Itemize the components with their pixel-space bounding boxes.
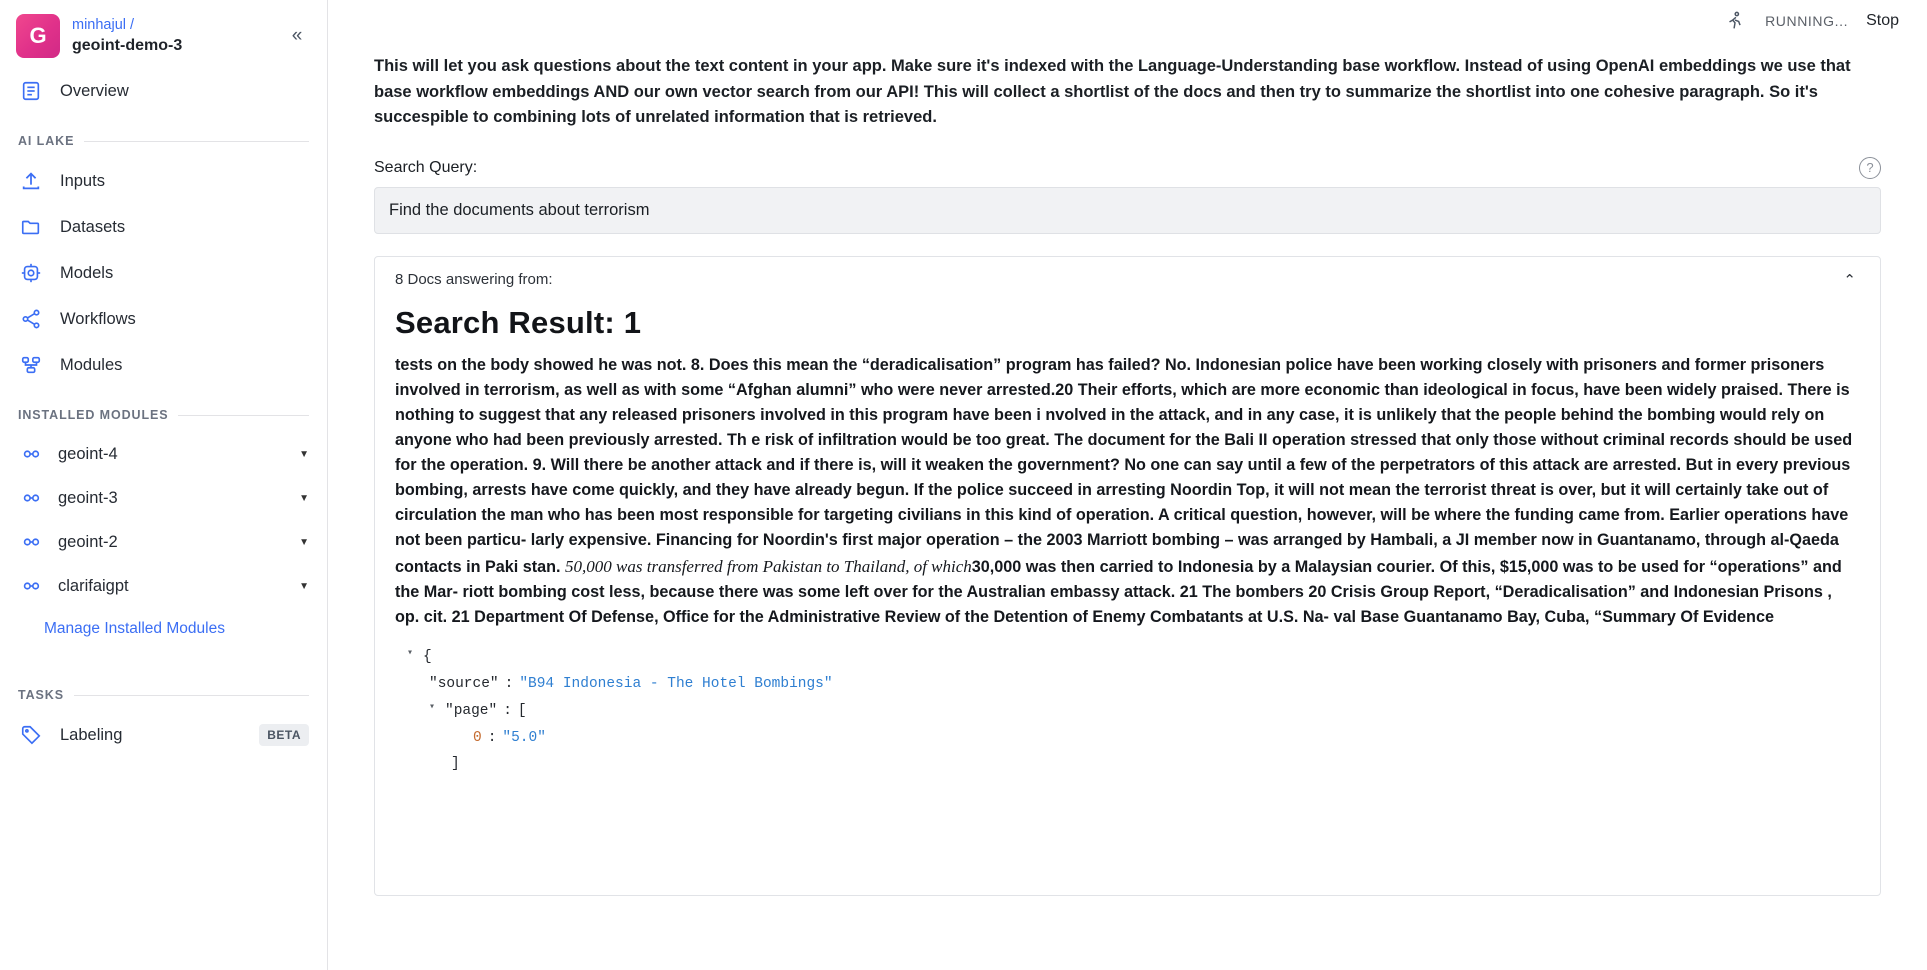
json-value-page-0: "5.0" <box>502 729 546 746</box>
module-item-geoint-2[interactable] <box>0 520 327 564</box>
module-icon <box>18 441 44 467</box>
run-status-text: RUNNING... <box>1765 13 1849 29</box>
module-icon <box>18 485 44 511</box>
section-tasks-label: TASKS <box>18 688 64 702</box>
sidebar-item-overview-label: Overview <box>60 81 129 100</box>
json-row-page[interactable] <box>407 698 1860 725</box>
topbar <box>328 0 1927 34</box>
json-array-open: [ <box>517 702 527 719</box>
workflow-icon <box>18 306 44 332</box>
json-viewer <box>375 630 1880 778</box>
folder-icon <box>18 214 44 240</box>
module-icon <box>18 573 44 599</box>
sidebar-item-overview[interactable] <box>0 68 327 114</box>
content <box>328 34 1927 896</box>
search-results-panel <box>374 256 1881 896</box>
triangle-toggle-icon[interactable]: ▾ <box>407 648 414 660</box>
main-area <box>328 0 1927 970</box>
project-name[interactable]: geoint-demo-3 <box>72 37 183 55</box>
json-colon: : <box>503 702 512 719</box>
chevron-down-icon[interactable]: ▼ <box>299 448 309 460</box>
json-row-page-item <box>407 725 1860 752</box>
sidebar-item-modules[interactable] <box>0 342 327 388</box>
sidebar-item-workflows[interactable] <box>0 296 327 342</box>
json-array-close: ] <box>451 756 460 773</box>
json-root-row[interactable] <box>407 644 1860 671</box>
module-item-geoint-4-label: geoint-4 <box>58 444 118 463</box>
search-field-header <box>374 157 1881 179</box>
json-index-0: 0 <box>473 729 482 746</box>
json-colon: : <box>504 675 514 692</box>
section-ai-lake <box>0 134 327 148</box>
module-item-clarifaigpt-label: clarifaigpt <box>58 576 129 595</box>
docs-count-label: 8 Docs answering from: <box>395 271 553 289</box>
help-icon[interactable]: ? <box>1859 157 1881 179</box>
module-item-geoint-4[interactable] <box>0 432 327 476</box>
json-key-source: "source" <box>429 675 499 692</box>
sidebar-item-datasets-label: Datasets <box>60 217 126 236</box>
sidebar-item-inputs-label: Inputs <box>60 171 105 190</box>
document-icon <box>18 78 44 104</box>
modules-icon <box>18 352 44 378</box>
result-text-part-1: tests on the body showed he was not. 8. Does this mean the “deradicalisation” program has failed? No. Indonesian police have been working closely with prisoners and former prisoners involved in terrorism, as well as with some “Afghan alumni” who were never arrested.20 Their efforts, which are more economic than ideological in focus, have been widely praised. There is nothing to suggest that any released prisoners involved in this program have been i nvolved in the attack, and in any case, it is unlikely that the people behind the bombing would rely on anyone who had been previously arrested. Th e risk of infiltration would be too great. The document for the Bali II operation stressed that only those without criminal records should be used for the operation. 9. Will there be another attack and if there is, will it weaken the government? No one can say until a few of the perpetrators of this attack are arrested. But in every previous bombing, arrests have come quickly, and they have already begun. If the police succeed in arresting Noordin Top, it will not mean the terrorist threat is over, but it will certainly take out of circulation the man who has been most responsible for targeting civilians in this kind of operation. A critical question, however, will be where the funding came from. Earlier operations have not been particu- larly expensive. Financing for Noordin's first major operation – the 2003 Marriott bombing – was arranged by Hambali, a JI member now in Guantanamo, through al-Qaeda contacts in Paki stan. <box>395 355 1853 576</box>
section-tasks <box>0 688 327 702</box>
divider <box>74 695 309 696</box>
module-icon <box>18 529 44 555</box>
panel-header <box>375 257 1880 297</box>
avatar: G <box>16 14 60 58</box>
tag-icon <box>18 722 44 748</box>
sidebar-item-models-label: Models <box>60 263 114 282</box>
sidebar <box>0 0 328 970</box>
search-query-label: Search Query: <box>374 158 478 176</box>
json-open-brace: { <box>423 649 432 666</box>
section-installed-modules-label: INSTALLED MODULES <box>18 408 169 422</box>
org-block <box>72 16 271 56</box>
manage-installed-modules-link[interactable]: Manage Installed Modules <box>44 620 225 637</box>
chevron-down-icon[interactable]: ▼ <box>299 492 309 504</box>
sidebar-item-datasets[interactable] <box>0 204 327 250</box>
divider <box>178 415 309 416</box>
status-badge-beta: BETA <box>259 724 309 746</box>
stop-button[interactable]: Stop <box>1866 12 1899 29</box>
search-input[interactable] <box>374 187 1881 234</box>
runner-icon <box>1723 9 1747 33</box>
model-chip-icon <box>18 260 44 286</box>
section-ai-lake-label: AI LAKE <box>18 134 75 148</box>
section-installed-modules <box>0 408 327 422</box>
triangle-toggle-icon[interactable]: ▾ <box>429 701 436 713</box>
json-colon: : <box>487 729 497 746</box>
chevron-down-icon[interactable]: ▼ <box>299 536 309 548</box>
scrollbar[interactable] <box>1920 0 1927 970</box>
collapse-sidebar-icon[interactable]: « <box>291 25 303 46</box>
result-text-part-2: 30,000 was then carried to Indonesia by a Malaysian courier. Of this, $15,000 was to be used for “operations” and the Mar- riott bombing cost less, because there was some left over for the Australian embassy attack. 21 The bombers 20 Crisis Group Report, “Deradicalisation” and Indonesian Prisons , op. cit. 21 Department Of Defense, Office for the Administrative Review of the Detention of Enemy Combatants at U.S. Na- val Base Guantanamo Bay, Cuba, “Summary Of Evidence <box>395 557 1842 627</box>
chevron-up-icon[interactable]: ⌃ <box>1843 271 1856 289</box>
sidebar-item-models[interactable] <box>0 250 327 296</box>
module-item-geoint-3[interactable] <box>0 476 327 520</box>
divider <box>84 141 309 142</box>
json-value-source: "B94 Indonesia - The Hotel Bombings" <box>519 675 833 692</box>
sidebar-item-inputs[interactable] <box>0 158 327 204</box>
sidebar-item-workflows-label: Workflows <box>60 309 136 328</box>
json-row-array-close <box>407 751 1860 778</box>
sidebar-item-modules-label: Modules <box>60 355 123 374</box>
intro-text: This will let you ask questions about the text content in your app. Make sure it's indexed with the Language-Understanding base workflow. Instead of using OpenAI embeddings we use that base workflow embeddings AND our own vector search from our API! This will collect a shortlist of the docs and then try to summarize the shortlist into one cohesive paragraph. So it's succespible to combining lots of unrelated information that is retrieved. <box>374 57 1851 127</box>
json-row-source <box>407 671 1860 698</box>
search-result-title: Search Result: 1 <box>395 304 642 340</box>
module-item-geoint-3-label: geoint-3 <box>58 488 118 507</box>
json-key-page: "page" <box>445 702 498 719</box>
sidebar-item-labeling[interactable] <box>0 712 327 758</box>
chevron-down-icon[interactable]: ▼ <box>299 580 309 592</box>
org-owner-link[interactable]: minhajul / <box>72 16 135 33</box>
sidebar-header <box>0 0 327 68</box>
sidebar-item-labeling-label: Labeling <box>60 725 123 744</box>
module-item-clarifaigpt[interactable] <box>0 564 327 608</box>
upload-icon <box>18 168 44 194</box>
module-item-geoint-2-label: geoint-2 <box>58 532 118 551</box>
search-result-body <box>375 341 1880 630</box>
result-math-expression: 50,000 was transferred from Pakistan to Thailand, of which <box>565 556 972 576</box>
